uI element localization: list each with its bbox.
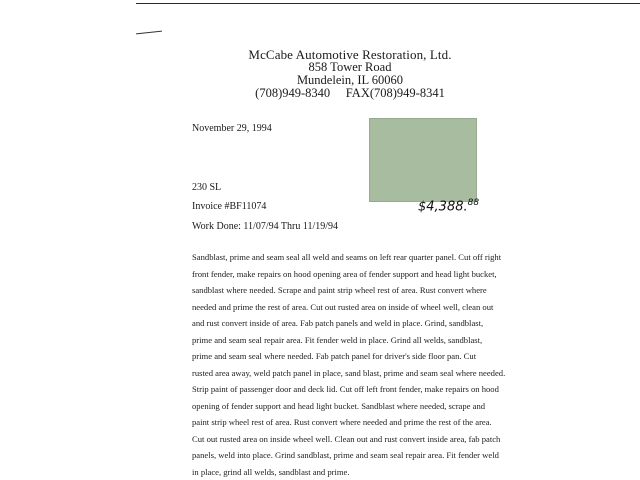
- description-line: Sandblast, prime and seam seal all weld and seams on left rear quarter panel. Cut off right: [192, 252, 502, 262]
- scan-pen-mark: [136, 31, 162, 35]
- description-line: opening of fender support and head light bucket. Sandblast where needed, scrape and: [192, 400, 486, 411]
- description-line: Strip paint of passenger door and deck lid. Cut off left front fender, make repairs on hood: [192, 384, 499, 394]
- company-name: McCabe Automotive Restoration, Ltd.: [248, 47, 452, 62]
- description-line: Cut out rusted area on inside wheel well. Clean out and rust convert inside area, fab patch: [192, 433, 501, 444]
- description-line: in place, grind all welds, sandblast and prime.: [192, 466, 350, 477]
- vehicle-model: 230 SL: [192, 182, 222, 193]
- description-line: rusted area away, weld patch panel in place, sand blast, prime and seam seal where needed.: [192, 367, 506, 378]
- scan-edge-line: [136, 3, 640, 4]
- company-phone-fax: (708)949-8340 FAX(708)949-8341: [255, 86, 445, 100]
- description-line: needed and prime the rest of area. Cut out rusted area on inside of wheel well, clean out: [192, 301, 494, 312]
- description-line: sandblast where needed. Scrape and paint strip wheel rest of area. Rust convert where: [192, 285, 487, 295]
- letterhead: [240, 48, 460, 100]
- company-city: Mundelein, IL 60060: [296, 73, 404, 87]
- invoice-number: Invoice #BF11074: [192, 201, 267, 212]
- work-description: [192, 249, 510, 480]
- description-line: panels, weld into place. Grind sandblast, prime and seam seal repair area. Fit fender weld: [192, 450, 499, 460]
- work-done-dates: Work Done: 11/07/94 Thru 11/19/94: [192, 221, 339, 232]
- description-line: paint strip wheel rest of area. Rust convert where needed and prime the rest of the area.: [192, 417, 492, 427]
- handwritten-amount: [418, 198, 479, 214]
- description-line: prime and seam seal where needed. Fab patch panel for driver's side floor pan. Cut: [192, 351, 477, 361]
- description-line: front fender, make repairs on hood opening area of fender support and head light bucket,: [192, 268, 497, 279]
- invoice-date: November 29, 1994: [192, 123, 272, 134]
- description-line: prime and seam seal repair area. Fit fender weld in place. Grind all welds, sandblast,: [192, 334, 483, 345]
- handwritten-amount-main: $4,388.: [418, 199, 468, 215]
- handwritten-amount-cents: 88: [467, 198, 480, 208]
- description-line: and rust convert inside of area. Fab patch panels and weld in place. Grind, sandblast,: [192, 318, 484, 328]
- sticky-note: [369, 118, 477, 202]
- company-street: 858 Tower Road: [308, 60, 392, 74]
